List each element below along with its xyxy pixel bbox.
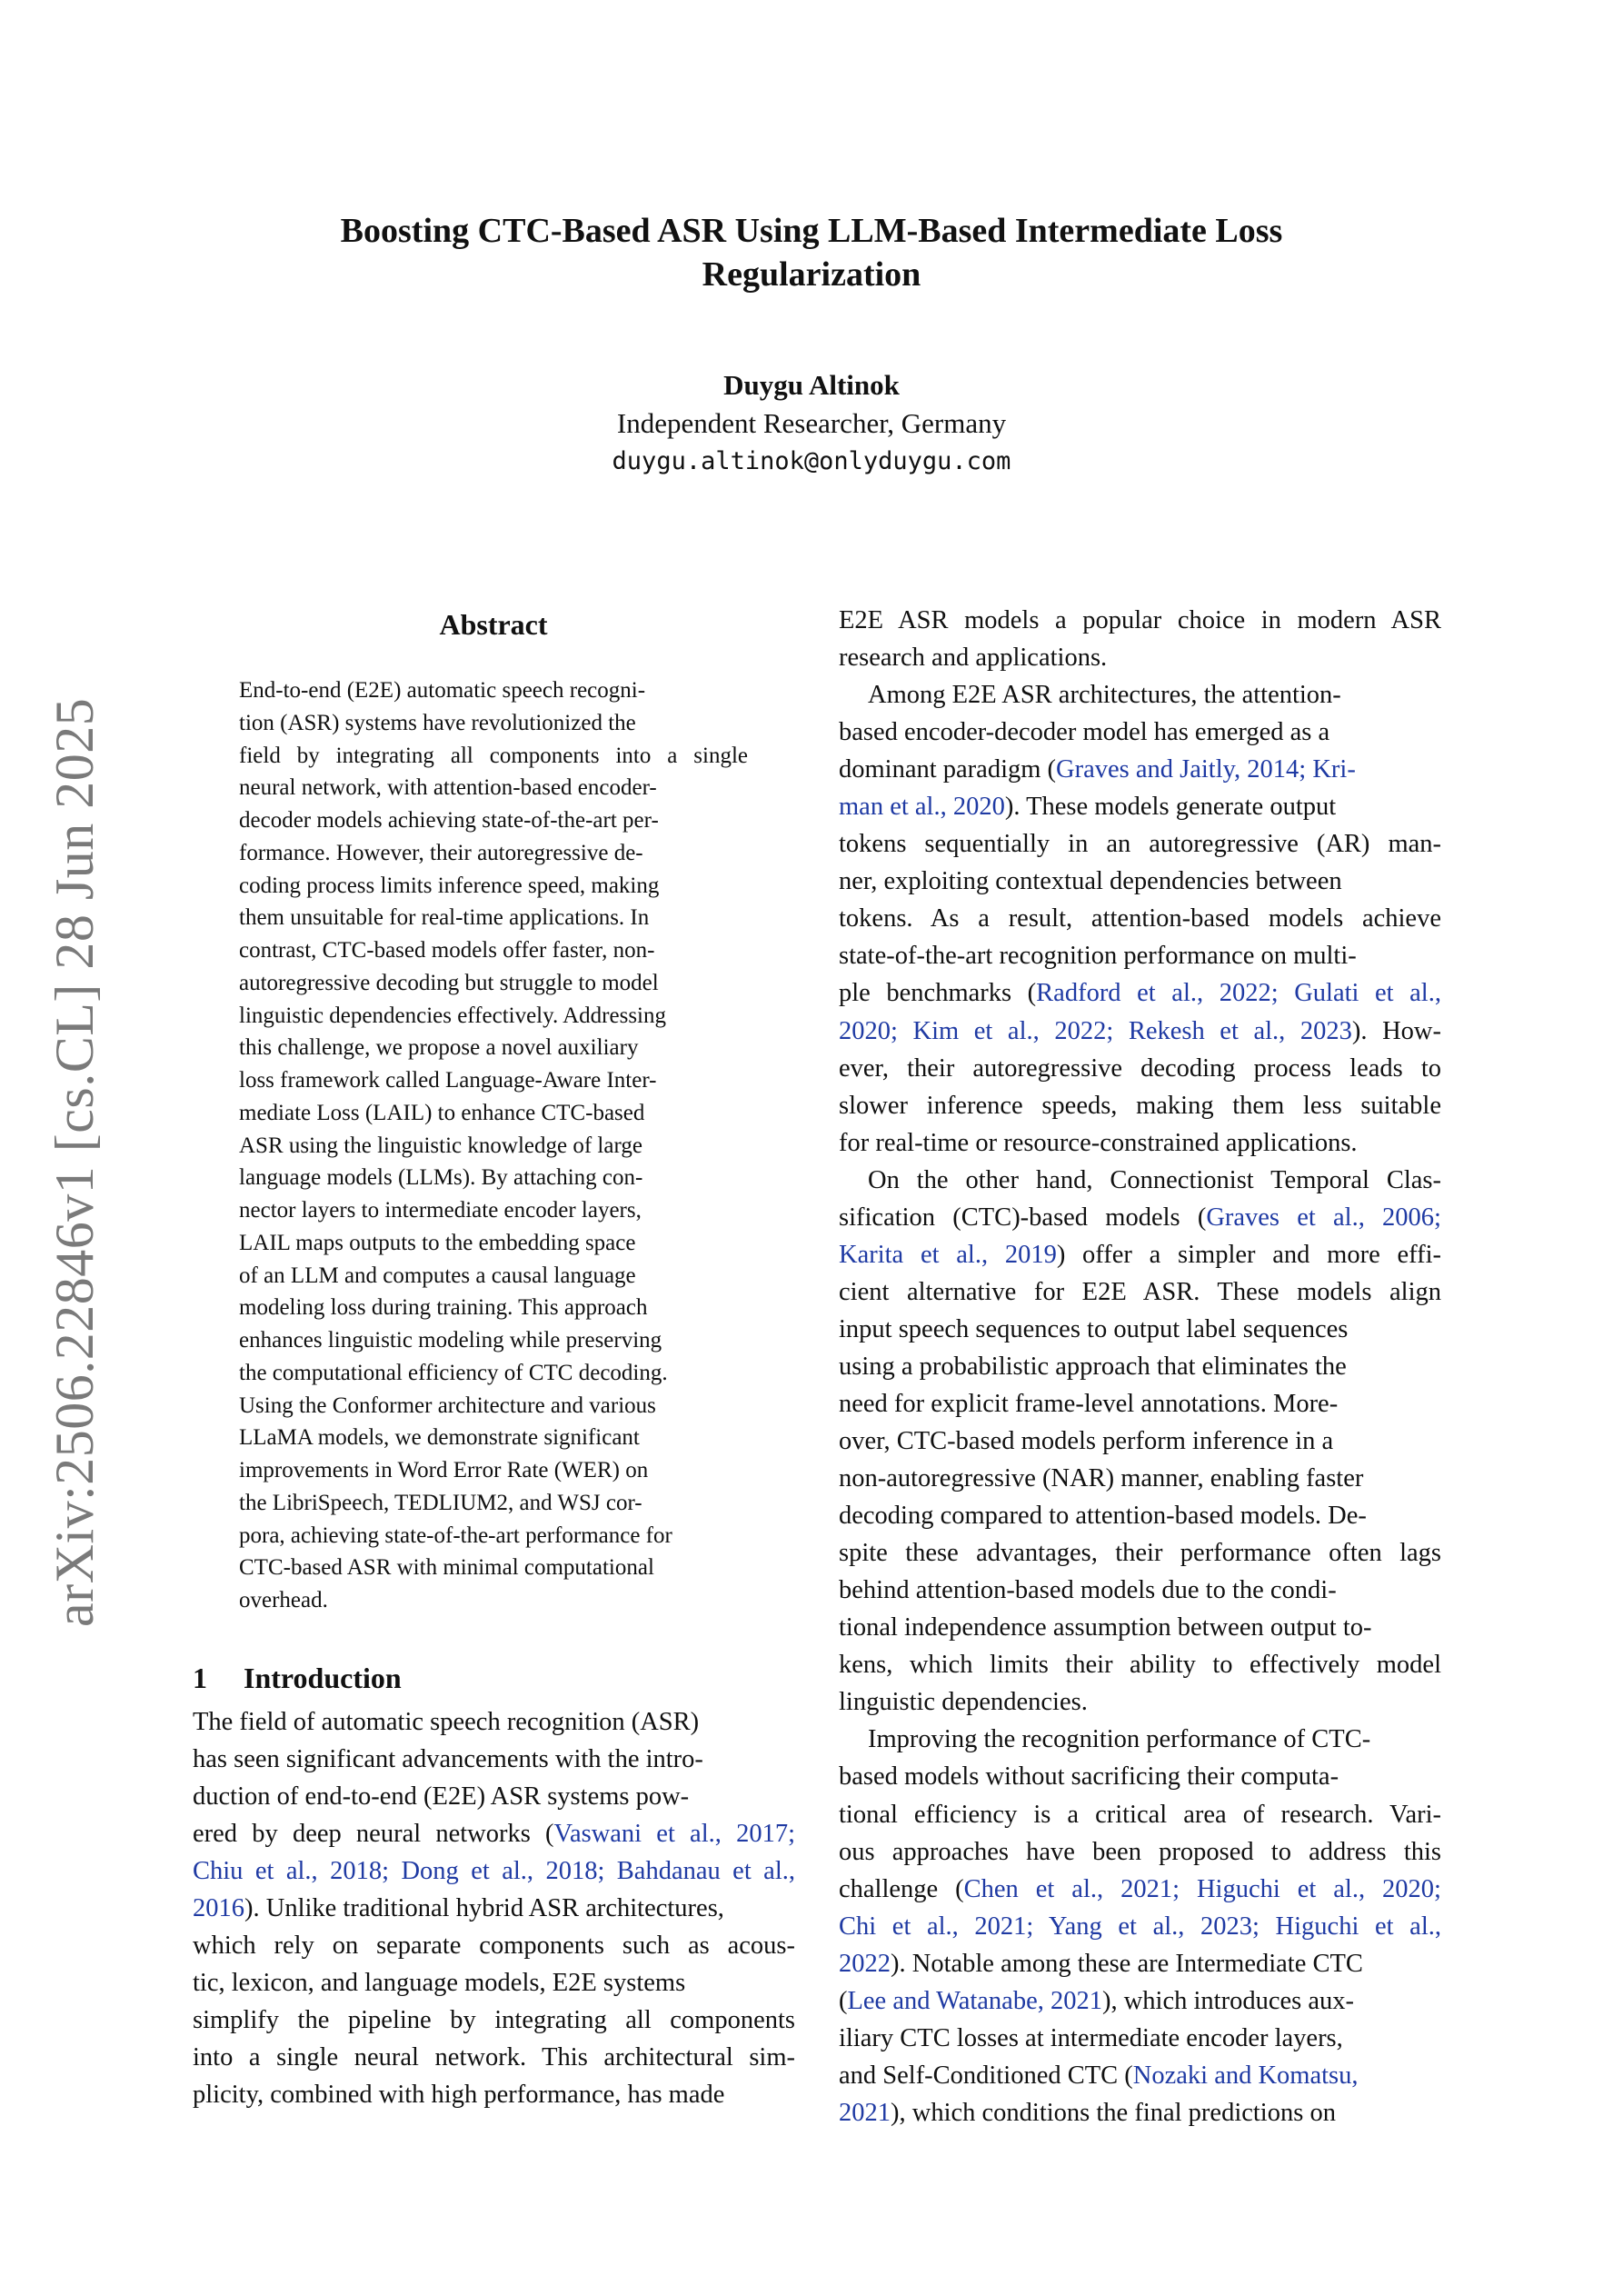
text-segment: dominant paradigm (	[839, 755, 1057, 784]
text-line	[839, 2094, 1441, 2131]
text-line	[193, 1703, 795, 1741]
citation-link[interactable]: Radford et al., 2022; Gulati et al.,	[1036, 979, 1441, 1008]
text-line	[839, 1199, 1441, 1236]
right-column-text	[839, 602, 1441, 2131]
citation-link[interactable]: 2021	[839, 2098, 891, 2127]
text-segment: based models without sacrificing their computa-	[839, 1762, 1339, 1792]
text-line	[193, 2002, 795, 2039]
citation-link[interactable]: Vaswani et al., 2017;	[553, 1820, 795, 1849]
text-line	[193, 1815, 795, 1852]
text-segment: ous approaches have been proposed to address this	[839, 1837, 1441, 1866]
abstract-line: End-to-end (E2E) automatic speech recogni-	[239, 678, 646, 703]
text-segment: cient alternative for E2E ASR. These models align	[839, 1277, 1441, 1306]
citation-link[interactable]: 2016	[193, 1894, 244, 1923]
abstract-line: tion (ASR) systems have revolutionized the	[239, 710, 636, 735]
text-segment: research and applications.	[839, 644, 1108, 673]
author-email: duygu.altinok@onlyduygu.com	[612, 447, 1011, 475]
text-segment: ple benchmarks (	[839, 979, 1037, 1008]
text-segment: tional independence assumption between output to-	[839, 1613, 1372, 1642]
text-line	[839, 1124, 1441, 1162]
abstract-heading: Abstract	[439, 608, 548, 641]
text-segment: E2E ASR models a popular choice in modern ASR	[839, 606, 1441, 634]
text-segment: state-of-the-art recognition performance on multi-	[839, 942, 1357, 971]
text-segment: ered by deep neural networks (	[193, 1820, 554, 1849]
text-segment: ner, exploiting contextual dependencies between	[839, 867, 1342, 896]
text-line	[193, 2076, 795, 2113]
text-line	[839, 937, 1441, 974]
text-line	[839, 1871, 1441, 1908]
citation-link[interactable]: Nozaki and Komatsu,	[1132, 2061, 1359, 2090]
citation-link[interactable]: Chen et al., 2021; Higuchi et al., 2020;	[963, 1874, 1441, 1903]
text-line	[839, 1646, 1441, 1683]
abstract-line: nector layers to intermediate encoder layers,	[239, 1198, 642, 1223]
text-segment: challenge (	[839, 1874, 964, 1903]
text-line	[839, 863, 1441, 900]
text-segment: need for explicit frame-level annotations. More-	[839, 1389, 1339, 1418]
text-line	[839, 676, 1441, 714]
text-line	[839, 1982, 1441, 2020]
text-line	[839, 1050, 1441, 1087]
text-line	[193, 2039, 795, 2076]
text-segment: ) offer a simpler and more effi-	[1056, 1240, 1441, 1269]
citation-link[interactable]: Chi et al., 2021; Yang et al., 2023; Higuchi et al.,	[839, 1912, 1441, 1941]
abstract-line: linguistic dependencies effectively. Addressing	[239, 1003, 667, 1028]
text-line	[839, 1273, 1441, 1311]
text-segment: (	[839, 1986, 848, 2015]
abstract-line: loss framework called Language-Aware Inter-	[239, 1068, 657, 1093]
citation-link[interactable]: Graves and Jaitly, 2014; Kri-	[1056, 755, 1356, 784]
text-line	[193, 1778, 795, 1815]
text-segment: tional efficiency is a critical area of research. Vari-	[839, 1800, 1441, 1829]
text-line	[839, 1423, 1441, 1460]
title-line-2: Regularization	[702, 255, 921, 294]
text-segment: non-autoregressive (NAR) manner, enabling faster	[839, 1464, 1364, 1493]
abstract-line: coding process limits inference speed, making	[239, 873, 660, 898]
text-line	[193, 1927, 795, 1964]
text-line	[839, 974, 1441, 1012]
text-segment: spite these advantages, their performance often lags	[839, 1539, 1441, 1568]
text-line	[839, 1758, 1441, 1795]
abstract-line: this challenge, we propose a novel auxiliary	[239, 1035, 639, 1061]
abstract-line: pora, achieving state-of-the-art performance for	[239, 1522, 672, 1548]
text-line	[839, 1311, 1441, 1348]
text-line	[839, 788, 1441, 825]
abstract-line: mediate Loss (LAIL) to enhance CTC-based	[239, 1100, 645, 1125]
abstract-line: LAIL maps outputs to the embedding space	[239, 1230, 636, 1255]
abstract-line: enhances linguistic modeling while preserving	[239, 1328, 662, 1353]
text-segment: tic, lexicon, and language models, E2E systems	[193, 1969, 686, 1998]
citation-link[interactable]: Karita et al., 2019	[839, 1240, 1057, 1269]
citation-link[interactable]: Chiu et al., 2018; Dong et al., 2018; Bahdanau et al.,	[193, 1857, 795, 1886]
abstract-line: contrast, CTC-based models offer faster, non-	[239, 938, 655, 963]
text-line	[839, 751, 1441, 788]
text-segment: based encoder-decoder model has emerged as a	[839, 718, 1330, 747]
text-segment: sification (CTC)-based models (	[839, 1203, 1207, 1232]
text-segment: behind attention-based models due to the condi-	[839, 1576, 1337, 1605]
text-segment: into a single neural network. This architectural sim-	[193, 2043, 795, 2072]
arxiv-sidebar-stamp	[44, 697, 105, 1682]
abstract-body	[239, 674, 748, 1617]
text-line	[839, 639, 1441, 676]
text-line	[839, 1908, 1441, 1945]
text-line	[839, 1833, 1441, 1871]
left-column-text	[193, 1703, 795, 2114]
text-line	[839, 1796, 1441, 1833]
text-line	[839, 1460, 1441, 1497]
abstract-line: LLaMA models, we demonstrate significant	[239, 1425, 640, 1451]
text-segment: decoding compared to attention-based models. De-	[839, 1502, 1367, 1531]
text-line	[193, 1852, 795, 1890]
text-segment: tokens sequentially in an autoregressive (AR) man-	[839, 830, 1441, 859]
text-line	[193, 1964, 795, 2002]
abstract-line: CTC-based ASR with minimal computational	[239, 1555, 654, 1581]
paper-title	[182, 209, 1441, 296]
text-segment: Among E2E ASR architectures, the attention-	[868, 681, 1341, 710]
author-name: Duygu Altinok	[723, 369, 900, 401]
text-line	[839, 1945, 1441, 1982]
section-number: 1	[193, 1662, 207, 1694]
text-line	[839, 1348, 1441, 1385]
text-line	[839, 1572, 1441, 1609]
text-line	[839, 900, 1441, 937]
abstract-line: neural network, with attention-based encoder-	[239, 775, 657, 801]
abstract-line: of an LLM and computes a causal language	[239, 1263, 636, 1288]
text-line	[839, 1236, 1441, 1273]
text-segment: ). Notable among these are Intermediate CTC	[891, 1949, 1363, 1978]
text-segment: which rely on separate components such as acous-	[193, 1932, 795, 1961]
text-line	[839, 1534, 1441, 1572]
text-segment: On the other hand, Connectionist Temporal Clas-	[868, 1165, 1441, 1194]
citation-link[interactable]: 2022	[839, 1949, 891, 1978]
text-segment: The field of automatic speech recognition (ASR)	[193, 1708, 700, 1736]
text-line	[839, 602, 1441, 639]
abstract-line: Using the Conformer architecture and various	[239, 1393, 656, 1418]
text-line	[839, 1609, 1441, 1646]
text-segment: linguistic dependencies.	[839, 1688, 1088, 1717]
abstract-line: ASR using the linguistic knowledge of large	[239, 1133, 642, 1158]
arxiv-identifier: arXiv:2506.22846v1 [cs.CL] 28 Jun 2025	[45, 697, 105, 1627]
text-segment: ). How-	[1351, 1016, 1441, 1045]
text-segment: iliary CTC losses at intermediate encoder layers,	[839, 2023, 1343, 2052]
text-segment: ever, their autoregressive decoding process leads to	[839, 1053, 1441, 1083]
abstract-line: formance. However, their autoregressive de-	[239, 840, 643, 865]
text-line	[839, 714, 1441, 751]
text-segment: input speech sequences to output label sequences	[839, 1314, 1349, 1343]
abstract-line: them unsuitable for real-time applications. In	[239, 905, 650, 931]
abstract-line: autoregressive decoding but struggle to model	[239, 970, 659, 995]
text-segment: ). These models generate output	[1004, 793, 1337, 822]
text-segment: ), which conditions the final predictions on	[891, 2098, 1336, 2127]
text-segment: plicity, combined with high performance, has made	[193, 2081, 725, 2110]
text-line	[193, 1890, 795, 1927]
text-segment: over, CTC-based models perform inference in a	[839, 1427, 1334, 1456]
text-segment: for real-time or resource-constrained applications.	[839, 1128, 1358, 1157]
citation-link[interactable]: Lee and Watanabe, 2021	[847, 1986, 1102, 2015]
citation-link[interactable]: Graves et al., 2006;	[1206, 1203, 1441, 1232]
citation-link[interactable]: man et al., 2020	[839, 793, 1005, 822]
author-affiliation: Independent Researcher, Germany	[616, 407, 1007, 439]
abstract-line: decoder models achieving state-of-the-art per-	[239, 808, 659, 833]
abstract-line: overhead.	[239, 1588, 328, 1612]
text-segment: has seen significant advancements with the intro-	[193, 1745, 703, 1774]
citation-link[interactable]: 2020; Kim et al., 2022; Rekesh et al., 2023	[839, 1016, 1352, 1045]
text-line	[839, 1162, 1441, 1199]
abstract-line: modeling loss during training. This approach	[239, 1295, 648, 1321]
text-segment: tokens. As a result, attention-based models achieve	[839, 904, 1441, 933]
text-segment: and Self-Conditioned CTC (	[839, 2061, 1133, 2090]
text-segment: kens, which limits their ability to effectively model	[839, 1651, 1441, 1680]
text-line	[839, 2057, 1441, 2094]
section-heading-introduction	[193, 1660, 402, 1696]
abstract-line: improvements in Word Error Rate (WER) on	[239, 1458, 649, 1482]
text-line	[839, 2020, 1441, 2057]
text-segment: simplify the pipeline by integrating all components	[193, 2006, 795, 2035]
text-segment: Improving the recognition performance of CTC-	[868, 1725, 1371, 1754]
abstract-line: the computational efficiency of CTC decoding.	[239, 1360, 668, 1385]
text-segment: slower inference speeds, making them less suitable	[839, 1091, 1441, 1120]
title-line-1: Boosting CTC-Based ASR Using LLM-Based Intermediate Loss	[340, 212, 1283, 250]
abstract-line: the LibriSpeech, TEDLIUM2, and WSJ cor-	[239, 1490, 642, 1515]
text-line	[839, 1087, 1441, 1124]
text-segment: ). Unlike traditional hybrid ASR architectures,	[244, 1894, 724, 1923]
text-segment: duction of end-to-end (E2E) ASR systems pow-	[193, 1782, 690, 1812]
text-line	[193, 1741, 795, 1778]
text-segment: ), which introduces aux-	[1101, 1986, 1354, 2015]
text-line	[839, 1683, 1441, 1721]
section-title: Introduction	[244, 1662, 402, 1694]
text-line	[839, 825, 1441, 863]
abstract-line: language models (LLMs). By attaching con-	[239, 1165, 643, 1191]
text-line	[839, 1721, 1441, 1758]
text-line	[839, 1497, 1441, 1534]
text-line	[839, 1385, 1441, 1423]
text-line	[839, 1013, 1441, 1050]
text-segment: using a probabilistic approach that eliminates the	[839, 1352, 1347, 1381]
abstract-line: field by integrating all components into a single	[239, 743, 748, 768]
